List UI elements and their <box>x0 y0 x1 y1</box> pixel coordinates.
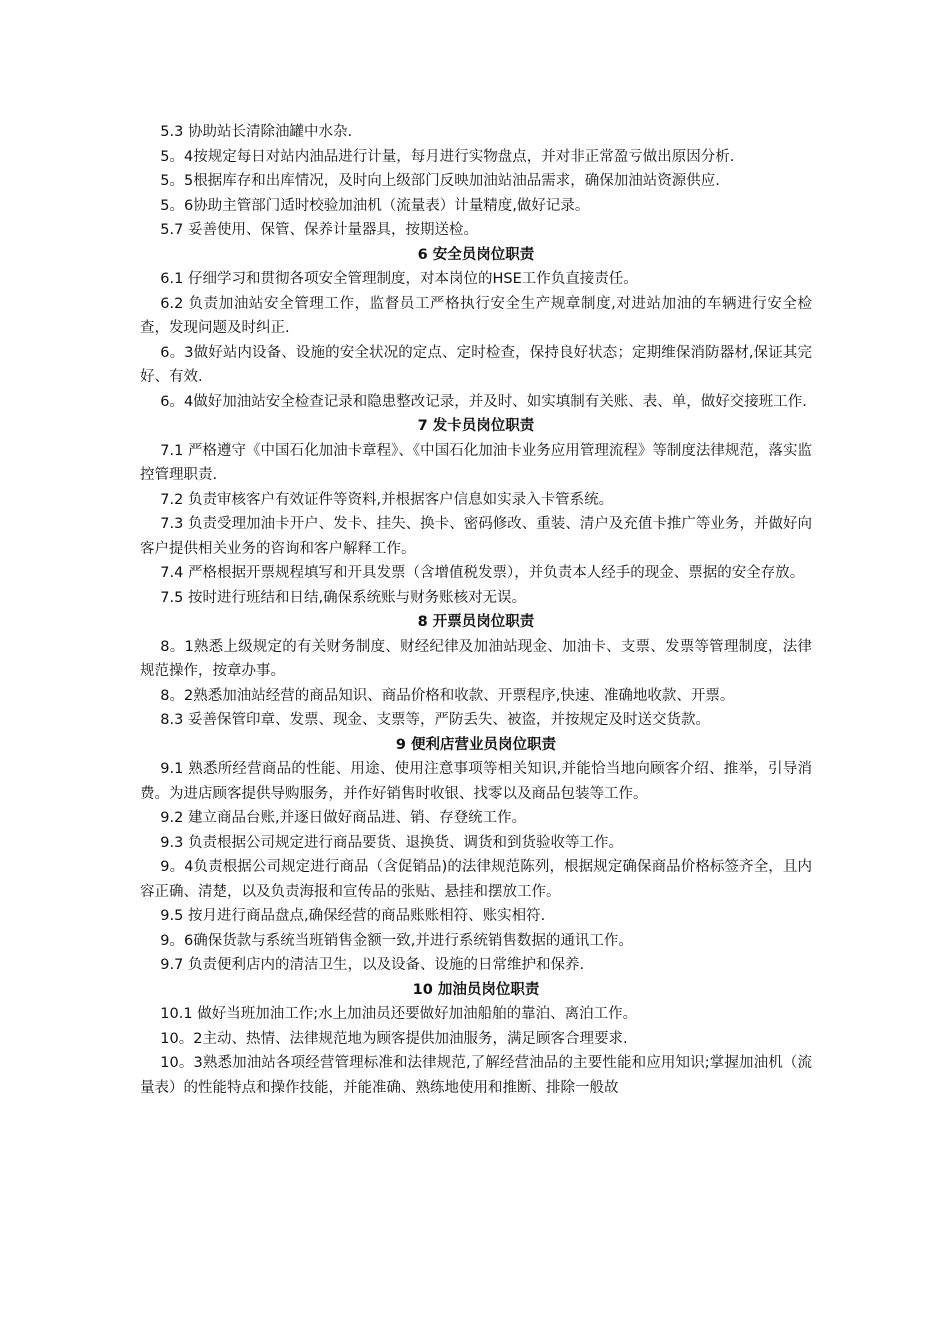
section-heading: 9 便利店营业员岗位职责 <box>395 736 557 753</box>
paragraph: 6。4做好加油站安全检查记录和隐患整改记录，并及时、如实填制有关账、表、单，做好交接班工作. <box>160 393 807 410</box>
document-body <box>140 120 812 1100</box>
paragraph: 7.5 按时进行班结和日结,确保系统账与财务账核对无误。 <box>160 589 527 606</box>
paragraph: 7.1 严格遵守《中国石化加油卡章程》、《中国石化加油卡业务应用管理流程》等制度法律规范，落实监控管理职责. <box>140 442 812 483</box>
paragraph: 9.5 按月进行商品盘点,确保经营的商品账账相符、账实相符. <box>160 908 546 924</box>
paragraph: 5.3 协助站长清除油罐中水杂. <box>160 124 353 140</box>
paragraph: 5.7 妥善使用、保管、保养计量器具，按期送检。 <box>160 222 478 238</box>
section-heading: 10 加油员岗位职责 <box>412 981 540 998</box>
paragraph: 5。5根据库存和出库情况，及时向上级部门反映加油站油品需求，确保加油站资源供应. <box>160 173 720 189</box>
paragraph: 7.3 负责受理加油卡开户、发卡、挂失、换卡、密码修改、重装、清户及充值卡推广等业务，并做好向客户提供相关业务的咨询和客户解释工作。 <box>140 516 812 557</box>
paragraph: 6.1 仔细学习和贯彻各项安全管理制度，对本岗位的HSE工作负直接责任。 <box>160 271 638 287</box>
paragraph: 8。1熟悉上级规定的有关财务制度、财经纪律及加油站现金、加油卡、支票、发票等管理制度，法律规范操作，按章办事。 <box>140 638 812 679</box>
paragraph: 9.3 负责根据公司规定进行商品要货、退换货、调货和到货验收等工作。 <box>160 834 623 851</box>
section-heading: 7 发卡员岗位职责 <box>417 418 535 434</box>
paragraph: 9.7 负责便利店内的清洁卫生，以及设备、设施的日常维护和保养. <box>160 957 585 973</box>
paragraph: 9.2 建立商品台账,并逐日做好商品进、销、存登统工作。 <box>160 810 527 826</box>
paragraph: 9.1 熟悉所经营商品的性能、用途、使用注意事项等相关知识,并能恰当地向顾客介绍、推举，引导消费。为进店顾客提供导购服务，并作好销售时收银、找零以及商品包装等工作。 <box>140 761 812 802</box>
paragraph: 9。6确保货款与系统当班销售金额一致,并进行系统销售数据的通讯工作。 <box>160 932 633 949</box>
paragraph: 6.2 负责加油站安全管理工作，监督员工严格执行安全生产规章制度,对进站加油的车辆进行安全检查，发现问题及时纠正. <box>140 295 812 336</box>
paragraph: 8。2熟悉加油站经营的商品知识、商品价格和收款、开票程序,快速、准确地收款、开票。 <box>160 687 735 704</box>
paragraph: 7.2 负责审核客户有效证件等资料,并根据客户信息如实录入卡管系统。 <box>160 491 614 508</box>
section-heading: 8 开票员岗位职责 <box>417 614 535 630</box>
paragraph: 7.4 严格根据开票规程填写和开具发票（含增值税发票），并负责本人经手的现金、票据的安全存放。 <box>160 565 805 581</box>
paragraph: 10。3熟悉加油站各项经营管理标准和法律规范,了解经营油品的主要性能和应用知识;掌握加油机（流量表）的性能特点和操作技能，并能准确、熟练地使用和推断、排除一般故 <box>140 1055 812 1096</box>
paragraph: 9。4负责根据公司规定进行商品（含促销品)的法律规范陈列，根据规定确保商品价格标签齐全，且内容正确、清楚，以及负责海报和宣传品的张贴、悬挂和摆放工作。 <box>140 859 812 900</box>
paragraph: 5。4按规定每日对站内油品进行计量，每月进行实物盘点，并对非正常盈亏做出原因分析. <box>160 148 735 165</box>
paragraph: 8.3 妥善保管印章、发票、现金、支票等，严防丢失、被盗，并按规定及时送交货款。 <box>160 712 710 728</box>
paragraph: 10.1 做好当班加油工作;水上加油员还要做好加油船舶的靠泊、离泊工作。 <box>160 1006 638 1022</box>
section-heading: 6 安全员岗位职责 <box>417 246 535 263</box>
paragraph: 5。6协助主管部门适时校验加油机（流量表）计量精度,做好记录。 <box>160 197 590 214</box>
paragraph: 6。3做好站内设备、设施的安全状况的定点、定时检查，保持良好状态；定期维保消防器材,保证其完好、有效. <box>140 344 812 385</box>
paragraph: 10。2主动、热情、法律规范地为顾客提供加油服务，满足顾客合理要求. <box>160 1030 628 1047</box>
